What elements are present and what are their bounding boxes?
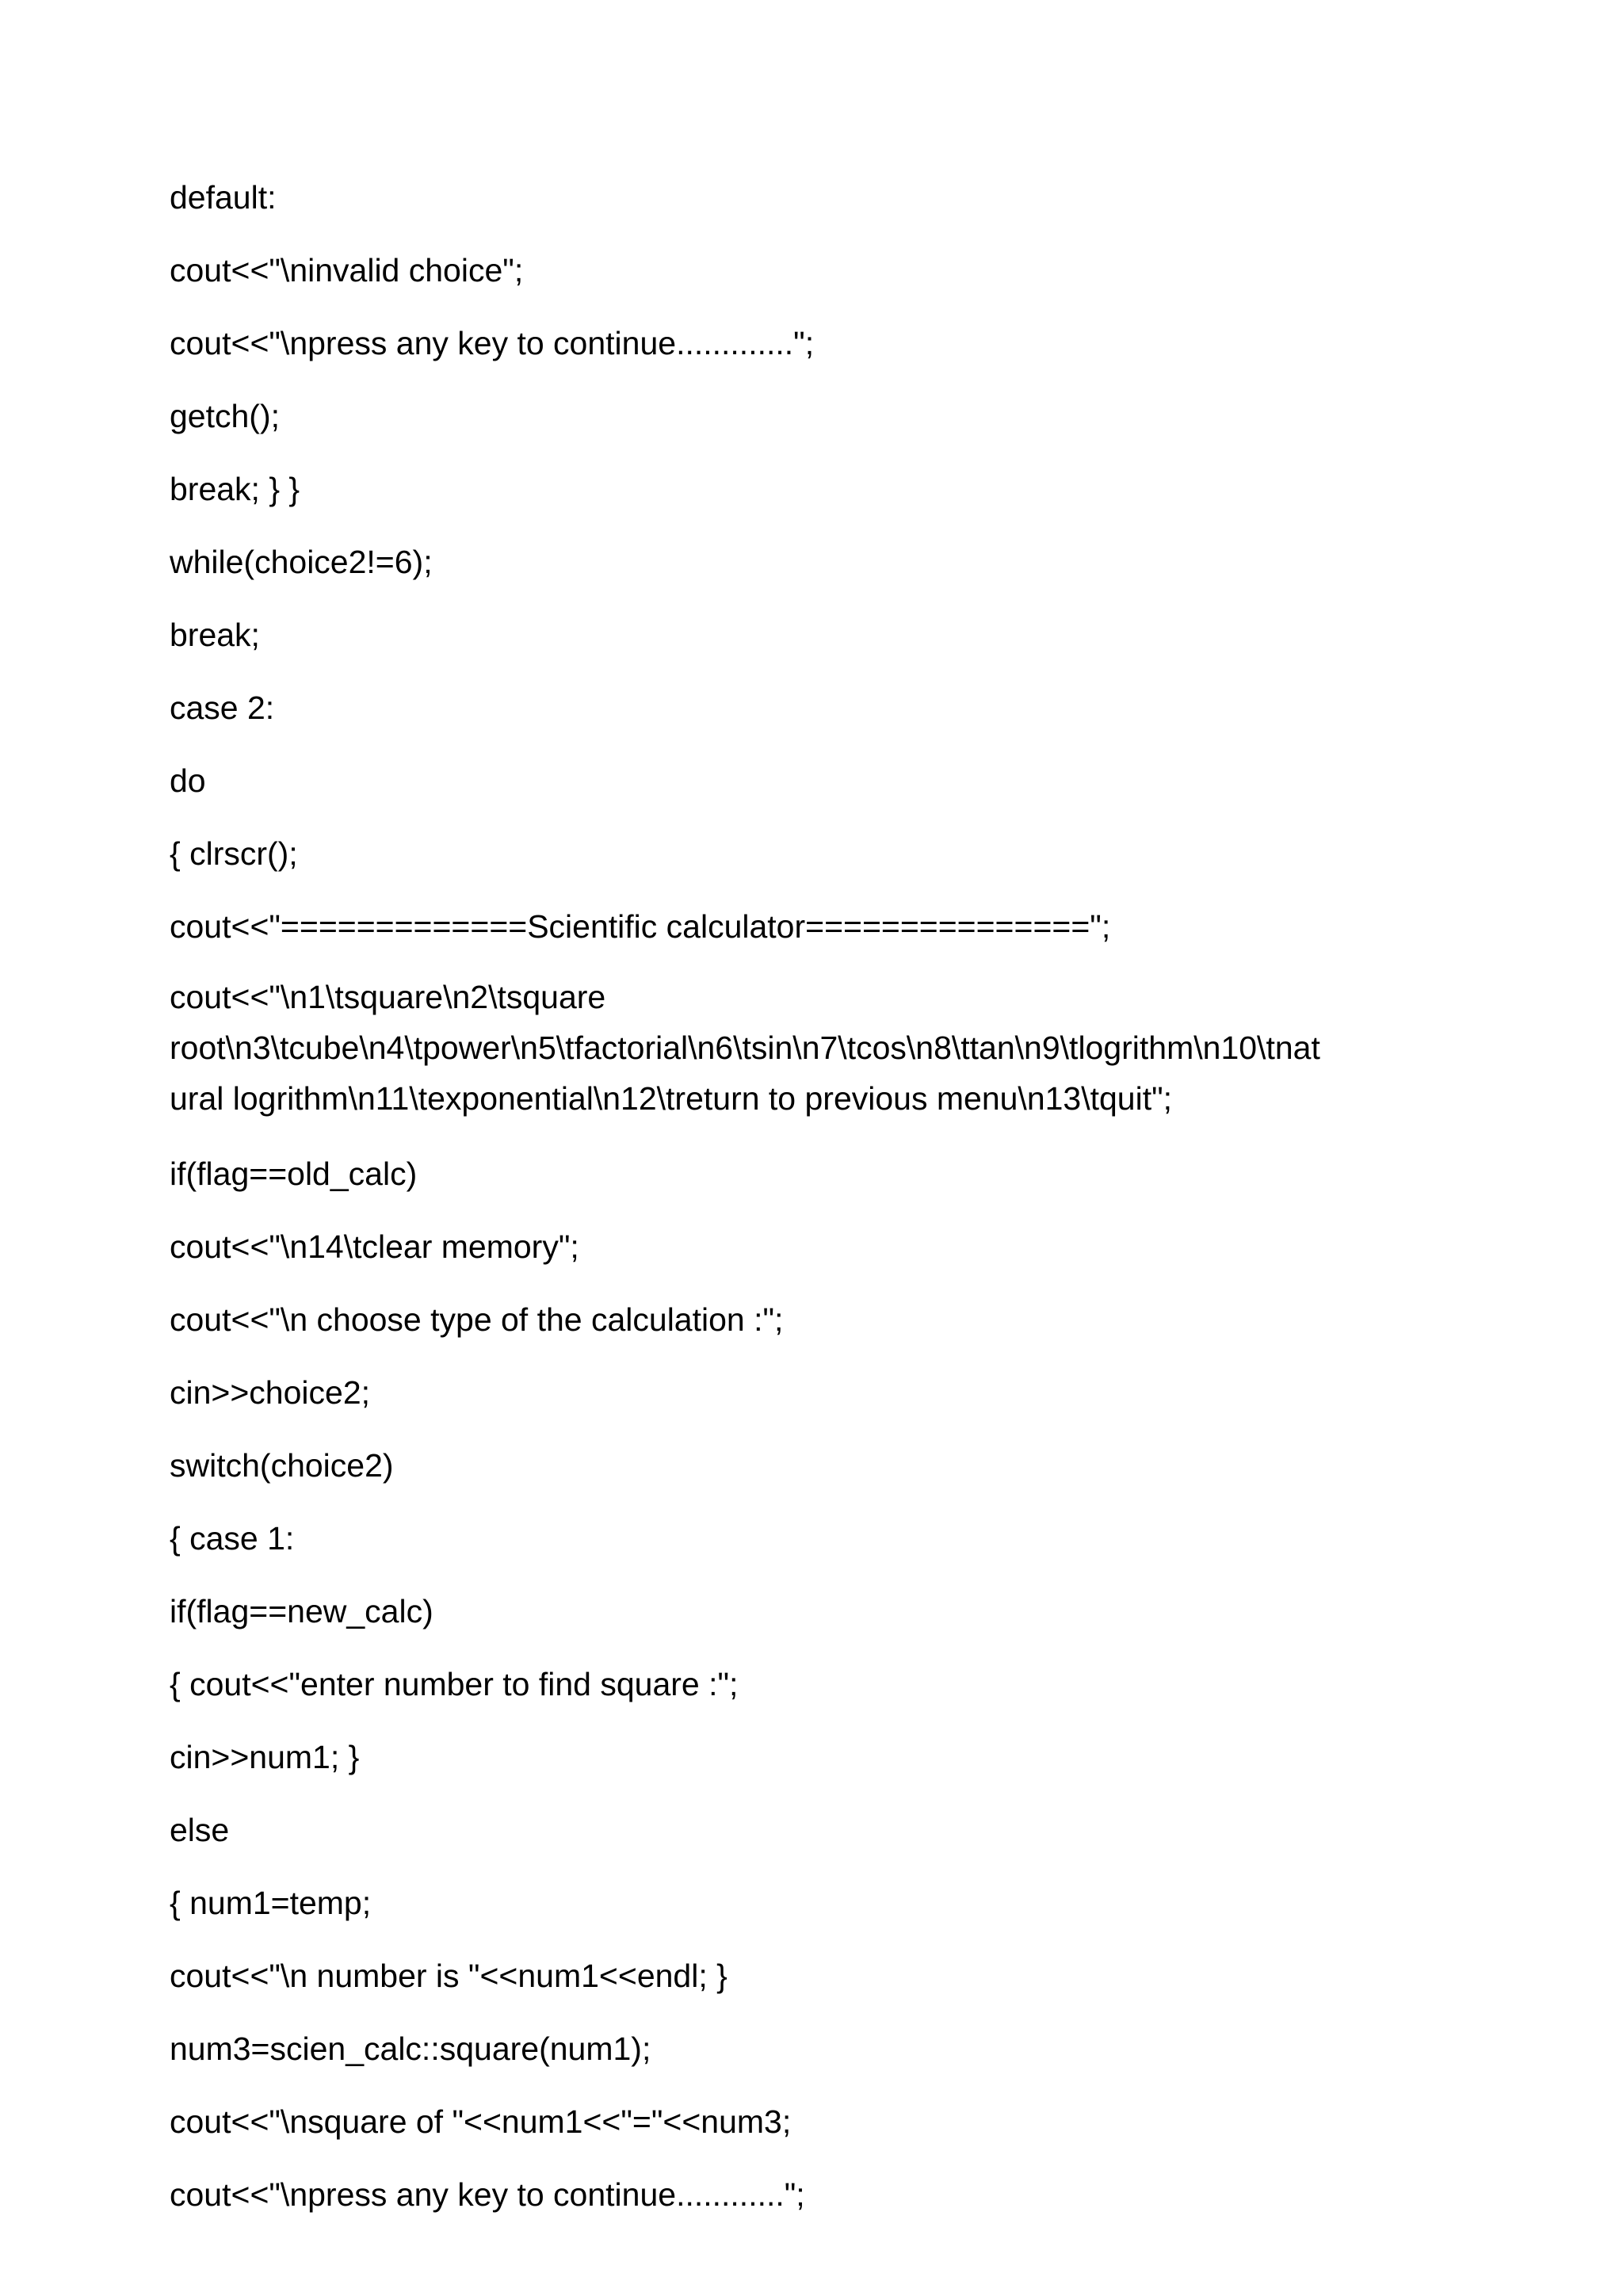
code-line: if(flag==old_calc)	[170, 1156, 418, 1192]
code-line: cout<<"\ninvalid choice";	[170, 252, 524, 288]
code-line: default:	[170, 179, 277, 216]
code-listing	[170, 170, 1564, 2240]
code-line: case 2:	[170, 690, 275, 726]
code-line: cout<<"\npress any key to continue.............";	[170, 325, 815, 361]
code-line: if(flag==new_calc)	[170, 1593, 433, 1629]
code-line: { cout<<"enter number to find square :";	[170, 1666, 739, 1702]
code-line: while(choice2!=6);	[170, 544, 433, 580]
code-line: cout<<"\n number is "<<num1<<endl; }	[170, 1958, 727, 1994]
code-line: { num1=temp;	[170, 1885, 372, 1921]
code-line: else	[170, 1812, 230, 1848]
code-line: cout<<"\n choose type of the calculation :";	[170, 1301, 784, 1338]
code-line: { clrscr();	[170, 835, 298, 872]
code-line: cout<<"\n14\tclear memory";	[170, 1228, 579, 1265]
code-line-wrapped: ural logrithm\n11\texponential\n12\treturn to previous menu\n13\tquit";	[170, 1080, 1173, 1117]
code-line: cout<<"\nsquare of "<<num1<<"="<<num3;	[170, 2103, 792, 2140]
code-line: cout<<"=============Scientific calculator===============";	[170, 908, 1111, 945]
code-line: cin>>num1; }	[170, 1739, 360, 1775]
code-line: num3=scien_calc::square(num1);	[170, 2030, 651, 2067]
code-line: break; } }	[170, 471, 300, 507]
code-line: switch(choice2)	[170, 1447, 394, 1484]
code-line: { case 1:	[170, 1520, 295, 1557]
code-line: do	[170, 762, 206, 799]
code-line-wrapped: root\n3\tcube\n4\tpower\n5\tfactorial\n6\tsin\n7\tcos\n8\ttan\n9\tlogrithm\n10\tnat	[170, 1030, 1320, 1066]
code-line: cin>>choice2;	[170, 1374, 371, 1411]
code-line: cout<<"\npress any key to continue............";	[170, 2176, 805, 2213]
menu-output-statement	[170, 972, 1564, 1124]
code-line: getch();	[170, 398, 280, 434]
code-line: break;	[170, 617, 260, 653]
code-line-wrapped: cout<<"\n1\tsquare\n2\tsquare	[170, 979, 606, 1015]
